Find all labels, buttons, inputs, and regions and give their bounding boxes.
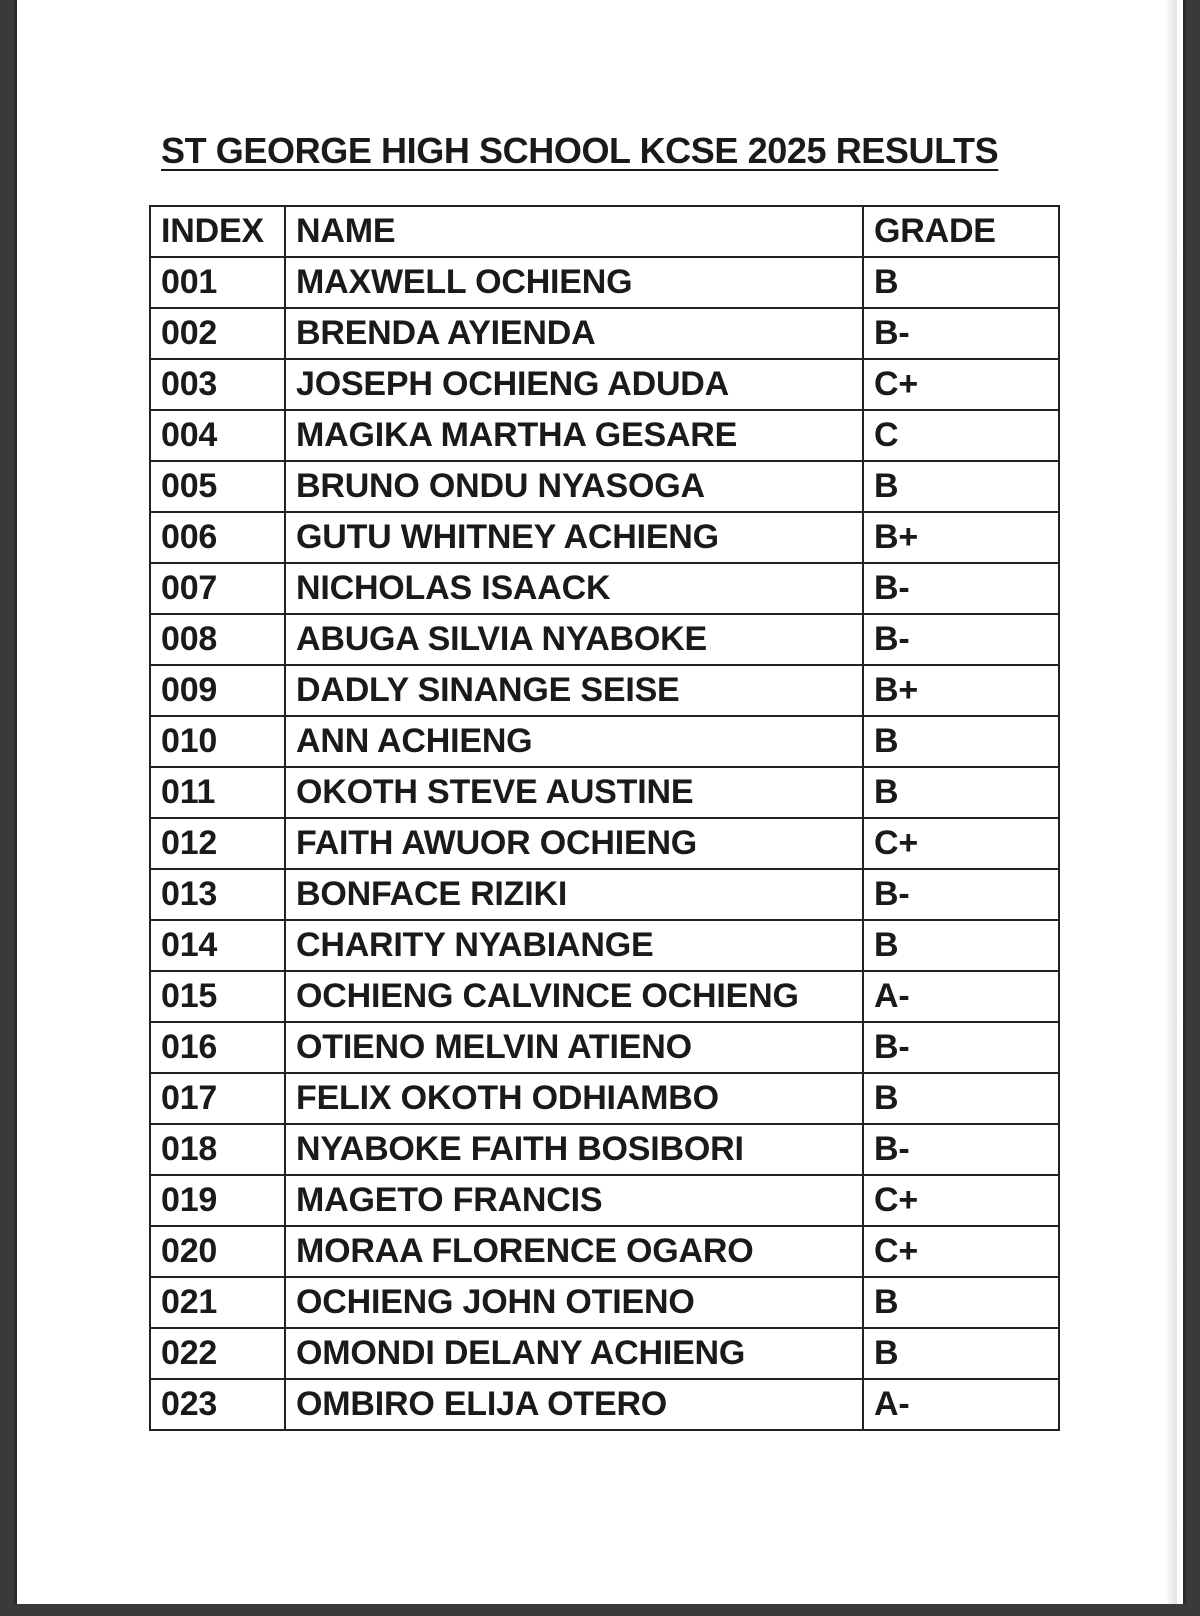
- grade-cell: C+: [863, 1175, 1059, 1226]
- index-cell: 014: [150, 920, 285, 971]
- name-cell: MAGIKA MARTHA GESARE: [285, 410, 863, 461]
- grade-cell: C+: [863, 818, 1059, 869]
- name-cell: BONFACE RIZIKI: [285, 869, 863, 920]
- name-cell: MAGETO FRANCIS: [285, 1175, 863, 1226]
- name-cell: OMBIRO ELIJA OTERO: [285, 1379, 863, 1430]
- name-cell: ANN ACHIENG: [285, 716, 863, 767]
- grade-cell: B-: [863, 1124, 1059, 1175]
- grade-cell: B-: [863, 869, 1059, 920]
- grade-cell: B-: [863, 308, 1059, 359]
- grade-cell: B-: [863, 563, 1059, 614]
- table-row: [150, 767, 1059, 818]
- grade-cell: C+: [863, 359, 1059, 410]
- name-cell: NICHOLAS ISAACK: [285, 563, 863, 614]
- results-table: [149, 205, 1060, 1431]
- grade-cell: B-: [863, 1022, 1059, 1073]
- table-row: [150, 716, 1059, 767]
- table-row: [150, 1328, 1059, 1379]
- table-row: [150, 920, 1059, 971]
- name-cell: FAITH AWUOR OCHIENG: [285, 818, 863, 869]
- grade-cell: C: [863, 410, 1059, 461]
- index-cell: 019: [150, 1175, 285, 1226]
- table-row: [150, 1379, 1059, 1430]
- index-cell: 016: [150, 1022, 285, 1073]
- index-cell: 002: [150, 308, 285, 359]
- index-cell: 022: [150, 1328, 285, 1379]
- name-cell: BRENDA AYIENDA: [285, 308, 863, 359]
- table-row: [150, 614, 1059, 665]
- page-edge-shadow: [1165, 0, 1177, 1604]
- grade-cell: B-: [863, 614, 1059, 665]
- table-row: [150, 1226, 1059, 1277]
- name-cell: MORAA FLORENCE OGARO: [285, 1226, 863, 1277]
- name-cell: OMONDI DELANY ACHIENG: [285, 1328, 863, 1379]
- name-column-header: NAME: [285, 206, 863, 257]
- table-row: [150, 971, 1059, 1022]
- name-cell: CHARITY NYABIANGE: [285, 920, 863, 971]
- index-cell: 003: [150, 359, 285, 410]
- name-cell: OCHIENG JOHN OTIENO: [285, 1277, 863, 1328]
- table-row: [150, 512, 1059, 563]
- name-cell: NYABOKE FAITH BOSIBORI: [285, 1124, 863, 1175]
- name-cell: MAXWELL OCHIENG: [285, 257, 863, 308]
- index-cell: 005: [150, 461, 285, 512]
- grade-cell: C+: [863, 1226, 1059, 1277]
- grade-column-header: GRADE: [863, 206, 1059, 257]
- table-row: [150, 410, 1059, 461]
- name-cell: OKOTH STEVE AUSTINE: [285, 767, 863, 818]
- index-column-header: INDEX: [150, 206, 285, 257]
- index-cell: 004: [150, 410, 285, 461]
- grade-cell: B: [863, 716, 1059, 767]
- table-row: [150, 1124, 1059, 1175]
- index-cell: 015: [150, 971, 285, 1022]
- index-cell: 021: [150, 1277, 285, 1328]
- table-row: [150, 308, 1059, 359]
- index-cell: 001: [150, 257, 285, 308]
- grade-cell: B: [863, 920, 1059, 971]
- grade-cell: A-: [863, 1379, 1059, 1430]
- table-header-row: [150, 206, 1059, 257]
- table-row: [150, 461, 1059, 512]
- grade-cell: A-: [863, 971, 1059, 1022]
- table-row: [150, 1277, 1059, 1328]
- grade-cell: B: [863, 1277, 1059, 1328]
- index-cell: 023: [150, 1379, 285, 1430]
- index-cell: 018: [150, 1124, 285, 1175]
- grade-cell: B+: [863, 665, 1059, 716]
- index-cell: 012: [150, 818, 285, 869]
- name-cell: JOSEPH OCHIENG ADUDA: [285, 359, 863, 410]
- document-page: [14, 0, 1186, 1604]
- grade-cell: B: [863, 257, 1059, 308]
- name-cell: OTIENO MELVIN ATIENO: [285, 1022, 863, 1073]
- table-row: [150, 1073, 1059, 1124]
- name-cell: BRUNO ONDU NYASOGA: [285, 461, 863, 512]
- grade-cell: B: [863, 1073, 1059, 1124]
- table-row: [150, 257, 1059, 308]
- index-cell: 013: [150, 869, 285, 920]
- index-cell: 007: [150, 563, 285, 614]
- name-cell: DADLY SINANGE SEISE: [285, 665, 863, 716]
- name-cell: FELIX OKOTH ODHIAMBO: [285, 1073, 863, 1124]
- name-cell: ABUGA SILVIA NYABOKE: [285, 614, 863, 665]
- index-cell: 006: [150, 512, 285, 563]
- grade-cell: B: [863, 767, 1059, 818]
- table-row: [150, 818, 1059, 869]
- grade-cell: B: [863, 461, 1059, 512]
- table-row: [150, 1022, 1059, 1073]
- table-row: [150, 1175, 1059, 1226]
- table-row: [150, 359, 1059, 410]
- index-cell: 011: [150, 767, 285, 818]
- index-cell: 017: [150, 1073, 285, 1124]
- name-cell: OCHIENG CALVINCE OCHIENG: [285, 971, 863, 1022]
- table-row: [150, 665, 1059, 716]
- grade-cell: B+: [863, 512, 1059, 563]
- name-cell: GUTU WHITNEY ACHIENG: [285, 512, 863, 563]
- table-row: [150, 869, 1059, 920]
- page-title: ST GEORGE HIGH SCHOOL KCSE 2025 RESULTS: [161, 130, 999, 171]
- table-row: [150, 563, 1059, 614]
- index-cell: 010: [150, 716, 285, 767]
- grade-cell: B: [863, 1328, 1059, 1379]
- index-cell: 008: [150, 614, 285, 665]
- index-cell: 020: [150, 1226, 285, 1277]
- index-cell: 009: [150, 665, 285, 716]
- results-table-body: [150, 257, 1059, 1430]
